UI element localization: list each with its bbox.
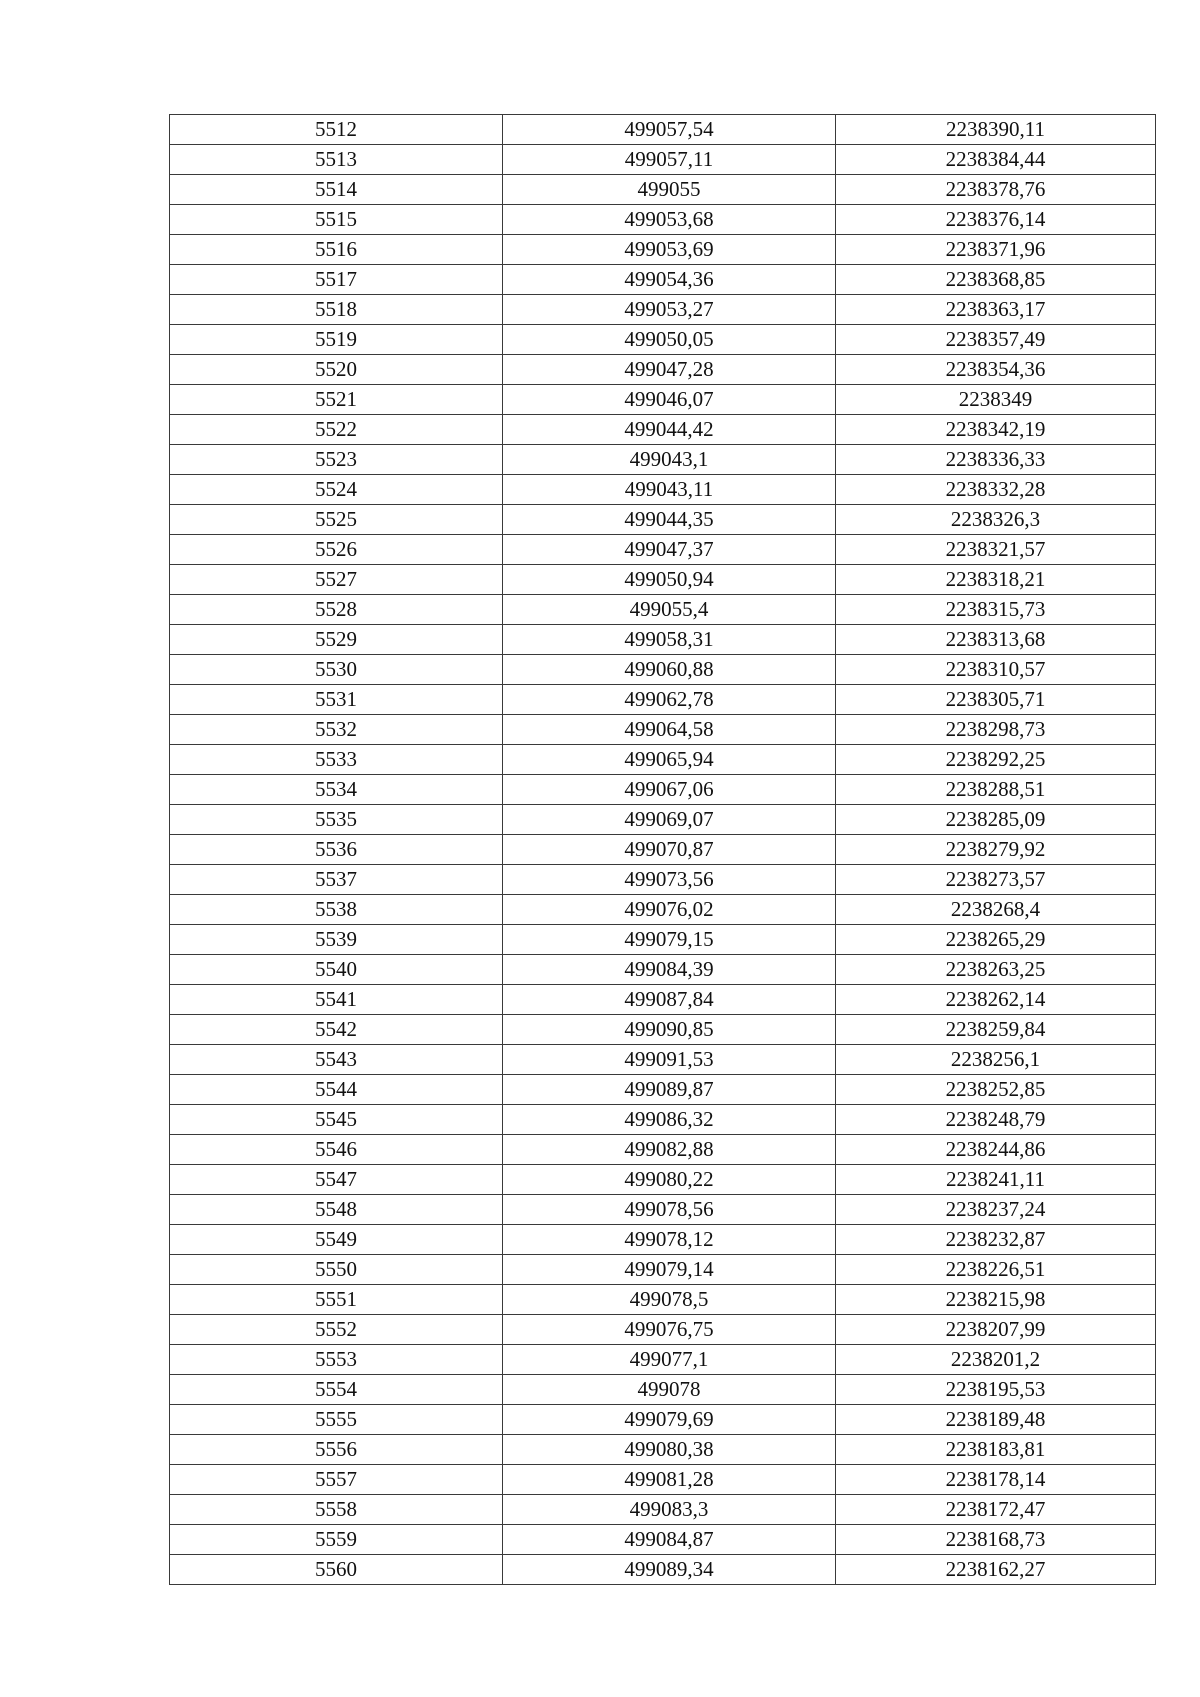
y-coordinate-cell: 2238259,84 (836, 1015, 1156, 1045)
y-coordinate-cell: 2238315,73 (836, 595, 1156, 625)
x-coordinate-cell: 499082,88 (503, 1135, 836, 1165)
x-coordinate-cell: 499053,27 (503, 295, 836, 325)
point-number-cell: 5525 (170, 505, 503, 535)
x-coordinate-cell: 499044,42 (503, 415, 836, 445)
table-row (170, 1315, 1156, 1345)
point-number-cell: 5552 (170, 1315, 503, 1345)
y-coordinate-cell: 2238354,36 (836, 355, 1156, 385)
x-coordinate-cell: 499087,84 (503, 985, 836, 1015)
table-row (170, 235, 1156, 265)
y-coordinate-cell: 2238183,81 (836, 1435, 1156, 1465)
x-coordinate-cell: 499064,58 (503, 715, 836, 745)
table-row (170, 1255, 1156, 1285)
point-number-cell: 5549 (170, 1225, 503, 1255)
table-row (170, 535, 1156, 565)
y-coordinate-cell: 2238268,4 (836, 895, 1156, 925)
y-coordinate-cell: 2238232,87 (836, 1225, 1156, 1255)
point-number-cell: 5547 (170, 1165, 503, 1195)
table-row (170, 1015, 1156, 1045)
y-coordinate-cell: 2238226,51 (836, 1255, 1156, 1285)
y-coordinate-cell: 2238201,2 (836, 1345, 1156, 1375)
y-coordinate-cell: 2238172,47 (836, 1495, 1156, 1525)
point-number-cell: 5537 (170, 865, 503, 895)
coordinates-table-body (170, 115, 1156, 1585)
table-row (170, 1525, 1156, 1555)
table-row (170, 505, 1156, 535)
table-row (170, 415, 1156, 445)
document-page (169, 114, 1155, 1585)
point-number-cell: 5560 (170, 1555, 503, 1585)
x-coordinate-cell: 499050,94 (503, 565, 836, 595)
table-row (170, 1225, 1156, 1255)
x-coordinate-cell: 499080,38 (503, 1435, 836, 1465)
point-number-cell: 5526 (170, 535, 503, 565)
point-number-cell: 5529 (170, 625, 503, 655)
point-number-cell: 5514 (170, 175, 503, 205)
x-coordinate-cell: 499058,31 (503, 625, 836, 655)
x-coordinate-cell: 499047,37 (503, 535, 836, 565)
x-coordinate-cell: 499053,68 (503, 205, 836, 235)
table-row (170, 1075, 1156, 1105)
x-coordinate-cell: 499077,1 (503, 1345, 836, 1375)
table-row (170, 715, 1156, 745)
point-number-cell: 5544 (170, 1075, 503, 1105)
table-row (170, 925, 1156, 955)
point-number-cell: 5528 (170, 595, 503, 625)
y-coordinate-cell: 2238310,57 (836, 655, 1156, 685)
point-number-cell: 5531 (170, 685, 503, 715)
x-coordinate-cell: 499083,3 (503, 1495, 836, 1525)
point-number-cell: 5557 (170, 1465, 503, 1495)
point-number-cell: 5553 (170, 1345, 503, 1375)
x-coordinate-cell: 499060,88 (503, 655, 836, 685)
y-coordinate-cell: 2238248,79 (836, 1105, 1156, 1135)
table-row (170, 625, 1156, 655)
table-row (170, 595, 1156, 625)
point-number-cell: 5521 (170, 385, 503, 415)
y-coordinate-cell: 2238378,76 (836, 175, 1156, 205)
y-coordinate-cell: 2238288,51 (836, 775, 1156, 805)
y-coordinate-cell: 2238357,49 (836, 325, 1156, 355)
point-number-cell: 5513 (170, 145, 503, 175)
table-row (170, 1195, 1156, 1225)
point-number-cell: 5517 (170, 265, 503, 295)
y-coordinate-cell: 2238292,25 (836, 745, 1156, 775)
point-number-cell: 5546 (170, 1135, 503, 1165)
y-coordinate-cell: 2238195,53 (836, 1375, 1156, 1405)
y-coordinate-cell: 2238215,98 (836, 1285, 1156, 1315)
x-coordinate-cell: 499086,32 (503, 1105, 836, 1135)
point-number-cell: 5542 (170, 1015, 503, 1045)
y-coordinate-cell: 2238384,44 (836, 145, 1156, 175)
x-coordinate-cell: 499076,02 (503, 895, 836, 925)
point-number-cell: 5554 (170, 1375, 503, 1405)
x-coordinate-cell: 499091,53 (503, 1045, 836, 1075)
point-number-cell: 5524 (170, 475, 503, 505)
x-coordinate-cell: 499043,11 (503, 475, 836, 505)
coordinates-table (169, 114, 1156, 1585)
y-coordinate-cell: 2238262,14 (836, 985, 1156, 1015)
x-coordinate-cell: 499044,35 (503, 505, 836, 535)
point-number-cell: 5535 (170, 805, 503, 835)
table-row (170, 1375, 1156, 1405)
point-number-cell: 5540 (170, 955, 503, 985)
y-coordinate-cell: 2238318,21 (836, 565, 1156, 595)
point-number-cell: 5522 (170, 415, 503, 445)
table-row (170, 175, 1156, 205)
y-coordinate-cell: 2238321,57 (836, 535, 1156, 565)
x-coordinate-cell: 499054,36 (503, 265, 836, 295)
x-coordinate-cell: 499090,85 (503, 1015, 836, 1045)
y-coordinate-cell: 2238376,14 (836, 205, 1156, 235)
x-coordinate-cell: 499050,05 (503, 325, 836, 355)
point-number-cell: 5518 (170, 295, 503, 325)
table-row (170, 115, 1156, 145)
point-number-cell: 5555 (170, 1405, 503, 1435)
table-row (170, 895, 1156, 925)
y-coordinate-cell: 2238371,96 (836, 235, 1156, 265)
table-row (170, 1165, 1156, 1195)
y-coordinate-cell: 2238342,19 (836, 415, 1156, 445)
y-coordinate-cell: 2238237,24 (836, 1195, 1156, 1225)
y-coordinate-cell: 2238189,48 (836, 1405, 1156, 1435)
table-row (170, 475, 1156, 505)
x-coordinate-cell: 499057,11 (503, 145, 836, 175)
y-coordinate-cell: 2238178,14 (836, 1465, 1156, 1495)
x-coordinate-cell: 499089,87 (503, 1075, 836, 1105)
x-coordinate-cell: 499062,78 (503, 685, 836, 715)
y-coordinate-cell: 2238326,3 (836, 505, 1156, 535)
x-coordinate-cell: 499078,56 (503, 1195, 836, 1225)
x-coordinate-cell: 499081,28 (503, 1465, 836, 1495)
table-row (170, 355, 1156, 385)
table-row (170, 805, 1156, 835)
table-row (170, 1135, 1156, 1165)
y-coordinate-cell: 2238332,28 (836, 475, 1156, 505)
point-number-cell: 5543 (170, 1045, 503, 1075)
point-number-cell: 5523 (170, 445, 503, 475)
x-coordinate-cell: 499046,07 (503, 385, 836, 415)
point-number-cell: 5538 (170, 895, 503, 925)
y-coordinate-cell: 2238263,25 (836, 955, 1156, 985)
x-coordinate-cell: 499067,06 (503, 775, 836, 805)
x-coordinate-cell: 499070,87 (503, 835, 836, 865)
point-number-cell: 5548 (170, 1195, 503, 1225)
point-number-cell: 5539 (170, 925, 503, 955)
point-number-cell: 5545 (170, 1105, 503, 1135)
y-coordinate-cell: 2238241,11 (836, 1165, 1156, 1195)
table-row (170, 1105, 1156, 1135)
table-row (170, 265, 1156, 295)
y-coordinate-cell: 2238162,27 (836, 1555, 1156, 1585)
point-number-cell: 5532 (170, 715, 503, 745)
point-number-cell: 5556 (170, 1435, 503, 1465)
table-row (170, 655, 1156, 685)
y-coordinate-cell: 2238390,11 (836, 115, 1156, 145)
point-number-cell: 5519 (170, 325, 503, 355)
table-row (170, 445, 1156, 475)
x-coordinate-cell: 499069,07 (503, 805, 836, 835)
table-row (170, 565, 1156, 595)
table-row (170, 325, 1156, 355)
point-number-cell: 5515 (170, 205, 503, 235)
table-row (170, 865, 1156, 895)
y-coordinate-cell: 2238168,73 (836, 1525, 1156, 1555)
point-number-cell: 5558 (170, 1495, 503, 1525)
table-row (170, 1285, 1156, 1315)
point-number-cell: 5534 (170, 775, 503, 805)
point-number-cell: 5533 (170, 745, 503, 775)
y-coordinate-cell: 2238252,85 (836, 1075, 1156, 1105)
x-coordinate-cell: 499089,34 (503, 1555, 836, 1585)
table-row (170, 1435, 1156, 1465)
point-number-cell: 5550 (170, 1255, 503, 1285)
table-row (170, 1465, 1156, 1495)
point-number-cell: 5512 (170, 115, 503, 145)
x-coordinate-cell: 499073,56 (503, 865, 836, 895)
x-coordinate-cell: 499055 (503, 175, 836, 205)
y-coordinate-cell: 2238279,92 (836, 835, 1156, 865)
x-coordinate-cell: 499079,14 (503, 1255, 836, 1285)
y-coordinate-cell: 2238336,33 (836, 445, 1156, 475)
table-row (170, 985, 1156, 1015)
x-coordinate-cell: 499084,87 (503, 1525, 836, 1555)
table-row (170, 1555, 1156, 1585)
point-number-cell: 5527 (170, 565, 503, 595)
x-coordinate-cell: 499079,69 (503, 1405, 836, 1435)
x-coordinate-cell: 499078,5 (503, 1285, 836, 1315)
y-coordinate-cell: 2238244,86 (836, 1135, 1156, 1165)
y-coordinate-cell: 2238273,57 (836, 865, 1156, 895)
point-number-cell: 5530 (170, 655, 503, 685)
table-row (170, 1405, 1156, 1435)
point-number-cell: 5520 (170, 355, 503, 385)
point-number-cell: 5551 (170, 1285, 503, 1315)
y-coordinate-cell: 2238285,09 (836, 805, 1156, 835)
x-coordinate-cell: 499079,15 (503, 925, 836, 955)
x-coordinate-cell: 499078,12 (503, 1225, 836, 1255)
x-coordinate-cell: 499076,75 (503, 1315, 836, 1345)
x-coordinate-cell: 499078 (503, 1375, 836, 1405)
y-coordinate-cell: 2238265,29 (836, 925, 1156, 955)
x-coordinate-cell: 499057,54 (503, 115, 836, 145)
table-row (170, 835, 1156, 865)
point-number-cell: 5541 (170, 985, 503, 1015)
table-row (170, 1045, 1156, 1075)
table-row (170, 955, 1156, 985)
table-row (170, 685, 1156, 715)
x-coordinate-cell: 499055,4 (503, 595, 836, 625)
point-number-cell: 5516 (170, 235, 503, 265)
table-row (170, 775, 1156, 805)
y-coordinate-cell: 2238349 (836, 385, 1156, 415)
table-row (170, 205, 1156, 235)
table-row (170, 1345, 1156, 1375)
y-coordinate-cell: 2238313,68 (836, 625, 1156, 655)
y-coordinate-cell: 2238256,1 (836, 1045, 1156, 1075)
y-coordinate-cell: 2238368,85 (836, 265, 1156, 295)
table-row (170, 295, 1156, 325)
x-coordinate-cell: 499080,22 (503, 1165, 836, 1195)
table-row (170, 1495, 1156, 1525)
y-coordinate-cell: 2238305,71 (836, 685, 1156, 715)
table-row (170, 145, 1156, 175)
table-row (170, 385, 1156, 415)
x-coordinate-cell: 499043,1 (503, 445, 836, 475)
table-row (170, 745, 1156, 775)
point-number-cell: 5536 (170, 835, 503, 865)
x-coordinate-cell: 499084,39 (503, 955, 836, 985)
x-coordinate-cell: 499047,28 (503, 355, 836, 385)
y-coordinate-cell: 2238207,99 (836, 1315, 1156, 1345)
y-coordinate-cell: 2238363,17 (836, 295, 1156, 325)
y-coordinate-cell: 2238298,73 (836, 715, 1156, 745)
x-coordinate-cell: 499053,69 (503, 235, 836, 265)
x-coordinate-cell: 499065,94 (503, 745, 836, 775)
point-number-cell: 5559 (170, 1525, 503, 1555)
